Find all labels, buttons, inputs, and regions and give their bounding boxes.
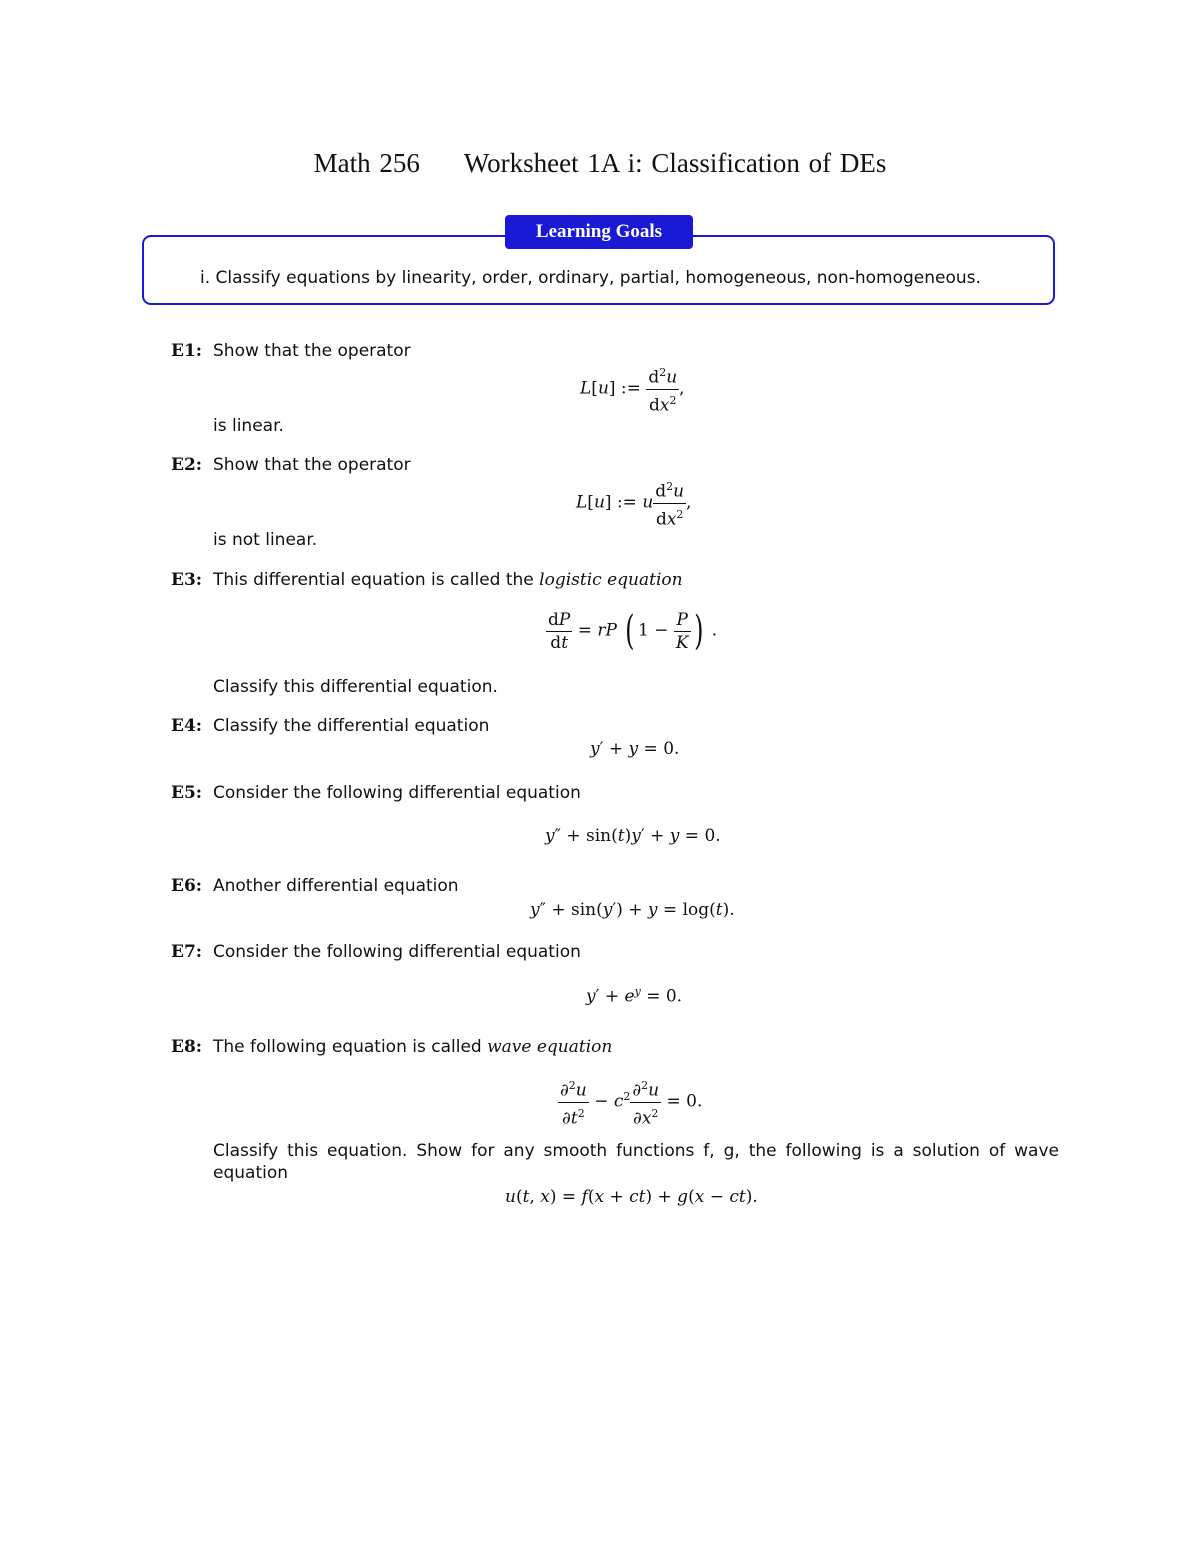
exercise-label-e6: E6:: [171, 876, 203, 896]
equation-e3: $\frac{dP}{dt}$ = rP ( 1 − $\frac{P}{K}$ ) .: [548, 608, 717, 654]
equation-e2: L[u] := u $\frac{d^2u}{dx^2}$ ,: [576, 476, 692, 530]
exercise-label-e1: E1:: [171, 341, 203, 361]
exercise-after-e2: is not linear.: [213, 530, 318, 550]
exercise-text-e5: Consider the following differential equation: [213, 783, 581, 803]
equation-e4: y′ + y = 0.: [590, 739, 680, 759]
exercise-label-e4: E4:: [171, 716, 203, 736]
equation-e8: $\frac{\partial^2u}{\partial t^2}$ − $c^2$ $\frac{\partial^2u}{\partial x^2}$ = 0.: [558, 1075, 702, 1129]
equation-e6: y″ + sin(y′) + y = log(t).: [530, 900, 735, 920]
exercise-text-e4: Classify the differential equation: [213, 716, 490, 736]
exercise-label-e7: E7:: [171, 942, 203, 962]
exercise-after-e8: Classify this equation. Show for any smooth functions f, g, the following is a solution of wave equation: [213, 1141, 1059, 1183]
exercise-label-e2: E2:: [171, 455, 203, 475]
exercise-text-e2: Show that the operator: [213, 455, 411, 475]
exercise-label-e3: E3:: [171, 570, 203, 590]
page-title: [0, 148, 1200, 179]
exercise-text-e3: This differential equation is called the logistic equation: [213, 570, 683, 590]
exercise-label-e5: E5:: [171, 783, 203, 803]
exercise-after-e3: Classify this differential equation.: [213, 677, 498, 697]
exercise-text-e1: Show that the operator: [213, 341, 411, 361]
equation-e8-solution: u(t, x) = f(x + ct) + g(x − ct).: [505, 1187, 758, 1207]
exercise-text-e6: Another differential equation: [213, 876, 459, 896]
exercise-text-e8: The following equation is called wave equation: [213, 1037, 613, 1057]
equation-e7: $y' + e^y = 0$.: [586, 985, 683, 1007]
equation-e5: y″ + sin(t)y′ + y = 0.: [545, 826, 721, 846]
equation-e1: L[u] := $\frac{d^2u}{dx^2}$ ,: [580, 362, 685, 416]
exercise-text-e7: Consider the following differential equation: [213, 942, 581, 962]
learning-goal-item: i. Classify equations by linearity, order, ordinary, partial, homogeneous, non-homogeneous.: [200, 268, 981, 288]
exercise-label-e8: E8:: [171, 1037, 203, 1057]
course-code: Math 256: [313, 148, 420, 178]
learning-goals-heading: Learning Goals: [505, 215, 693, 249]
worksheet-title: Worksheet 1A i: Classification of DEs: [463, 148, 887, 178]
exercise-after-e1: is linear.: [213, 416, 284, 436]
